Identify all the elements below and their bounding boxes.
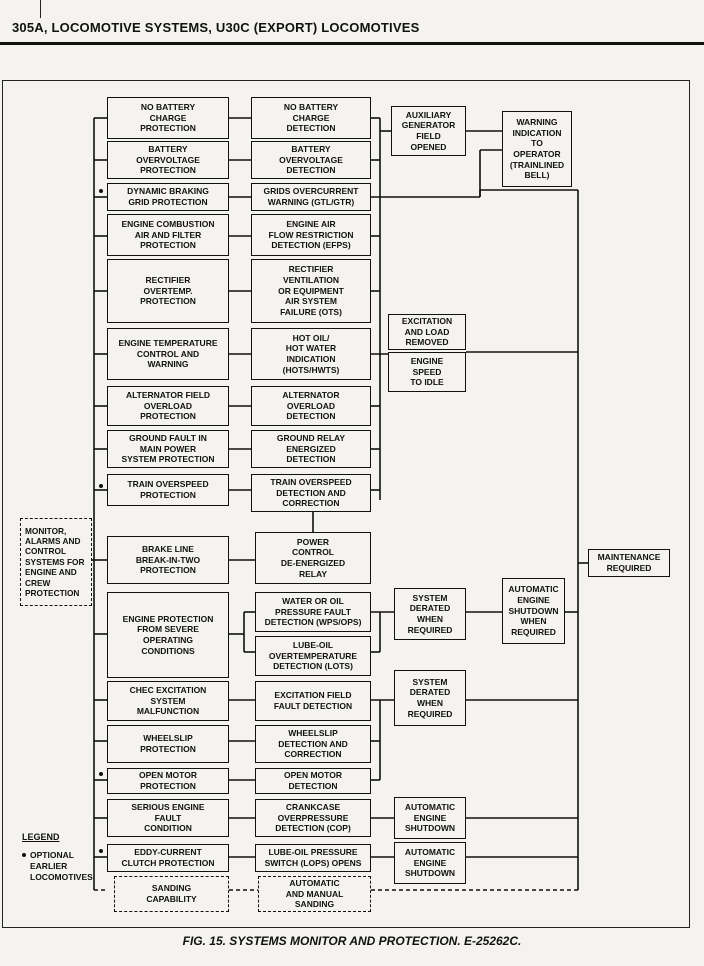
auxiliary-generator-field-opened: AUXILIARY GENERATOR FIELD OPENED <box>391 106 466 156</box>
warning-indication-operator: WARNING INDICATION TO OPERATOR (TRAINLINED BELL) <box>502 111 572 187</box>
detection-wheelslip: WHEELSLIP DETECTION AND CORRECTION <box>255 725 371 763</box>
protection-ground-fault: GROUND FAULT IN MAIN POWER SYSTEM PROTECTION <box>107 430 229 468</box>
engine-speed-to-idle: ENGINE SPEED TO IDLE <box>388 352 466 392</box>
excitation-load-removed: EXCITATION AND LOAD REMOVED <box>388 314 466 350</box>
detection-lube-oil-overtemp: LUBE-OIL OVERTEMPERATURE DETECTION (LOTS) <box>255 636 371 676</box>
system-derated-box-2: SYSTEM DERATED WHEN REQUIRED <box>394 670 466 726</box>
protection-rectifier-overtemp: RECTIFIER OVERTEMP. PROTECTION <box>107 259 229 323</box>
protection-alternator-field: ALTERNATOR FIELD OVERLOAD PROTECTION <box>107 386 229 426</box>
power-control-relay: POWER CONTROL DE-ENERGIZED RELAY <box>255 532 371 584</box>
detection-grids-overcurrent: GRIDS OVERCURRENT WARNING (GTL/GTR) <box>251 183 371 211</box>
detection-battery-overvoltage: BATTERY OVERVOLTAGE DETECTION <box>251 141 371 179</box>
detection-no-battery-charge: NO BATTERY CHARGE DETECTION <box>251 97 371 139</box>
protection-serious-engine-fault: SERIOUS ENGINE FAULT CONDITION <box>107 799 229 837</box>
protection-chec-excitation: CHEC EXCITATION SYSTEM MALFUNCTION <box>107 681 229 721</box>
automatic-manual-sanding: AUTOMATIC AND MANUAL SANDING <box>258 876 371 912</box>
detection-hot-oil-water: HOT OIL/ HOT WATER INDICATION (HOTS/HWTS) <box>251 328 371 380</box>
automatic-engine-shutdown-box-2: AUTOMATIC ENGINE SHUTDOWN <box>394 842 466 884</box>
detection-rectifier-ventilation: RECTIFIER VENTILATION OR EQUIPMENT AIR SYSTEM FAILURE (OTS) <box>251 259 371 323</box>
protection-eddy-current-clutch: EDDY-CURRENT CLUTCH PROTECTION <box>107 844 229 872</box>
detection-engine-air-flow: ENGINE AIR FLOW RESTRICTION DETECTION (EFPS) <box>251 214 371 256</box>
protection-engine-combustion: ENGINE COMBUSTION AIR AND FILTER PROTECTION <box>107 214 229 256</box>
system-derated-box-1: SYSTEM DERATED WHEN REQUIRED <box>394 588 466 640</box>
optional-dot-dynamic-braking <box>99 189 103 193</box>
page-header: 305A, LOCOMOTIVE SYSTEMS, U30C (EXPORT) LOCOMOTIVES <box>12 20 420 35</box>
protection-engine-temperature: ENGINE TEMPERATURE CONTROL AND WARNING <box>107 328 229 380</box>
legend-title: LEGEND <box>22 832 60 842</box>
protection-engine-severe-conditions: ENGINE PROTECTION FROM SEVERE OPERATING CONDITIONS <box>107 592 229 678</box>
protection-train-overspeed: TRAIN OVERSPEED PROTECTION <box>107 474 229 506</box>
protection-brake-line: BRAKE LINE BREAK-IN-TWO PROTECTION <box>107 536 229 584</box>
protection-open-motor: OPEN MOTOR PROTECTION <box>107 768 229 794</box>
detection-alternator-overload: ALTERNATOR OVERLOAD DETECTION <box>251 386 371 426</box>
optional-dot-train-overspeed <box>99 484 103 488</box>
detection-water-oil-pressure: WATER OR OIL PRESSURE FAULT DETECTION (WPS/OPS) <box>255 592 371 632</box>
legend-text: OPTIONAL EARLIER LOCOMOTIVES <box>30 850 93 883</box>
detection-ground-relay: GROUND RELAY ENERGIZED DETECTION <box>251 430 371 468</box>
detection-lube-oil-pressure-switch: LUBE-OIL PRESSURE SWITCH (LOPS) OPENS <box>255 844 371 872</box>
automatic-engine-shutdown-box-1: AUTOMATIC ENGINE SHUTDOWN <box>394 797 466 839</box>
automatic-engine-shutdown-when-required: AUTOMATIC ENGINE SHUTDOWN WHEN REQUIRED <box>502 578 565 644</box>
detection-excitation-field: EXCITATION FIELD FAULT DETECTION <box>255 681 371 721</box>
protection-no-battery-charge: NO BATTERY CHARGE PROTECTION <box>107 97 229 139</box>
protection-battery-overvoltage: BATTERY OVERVOLTAGE PROTECTION <box>107 141 229 179</box>
detection-open-motor: OPEN MOTOR DETECTION <box>255 768 371 794</box>
figure-caption: FIG. 15. SYSTEMS MONITOR AND PROTECTION. E-25262C. <box>182 934 522 948</box>
detection-crankcase-overpressure: CRANKCASE OVERPRESSURE DETECTION (COP) <box>255 799 371 837</box>
protection-wheelslip: WHEELSLIP PROTECTION <box>107 725 229 763</box>
legend-dot-icon <box>22 853 26 857</box>
monitor-alarms-box: MONITOR, ALARMS AND CONTROL SYSTEMS FOR ENGINE AND CREW PROTECTION <box>20 518 92 606</box>
sanding-capability: SANDING CAPABILITY <box>114 876 229 912</box>
optional-dot-eddy-current <box>99 849 103 853</box>
protection-dynamic-braking: DYNAMIC BRAKING GRID PROTECTION <box>107 183 229 211</box>
detection-train-overspeed: TRAIN OVERSPEED DETECTION AND CORRECTION <box>251 474 371 512</box>
optional-dot-open-motor <box>99 772 103 776</box>
maintenance-required: MAINTENANCE REQUIRED <box>588 549 670 577</box>
